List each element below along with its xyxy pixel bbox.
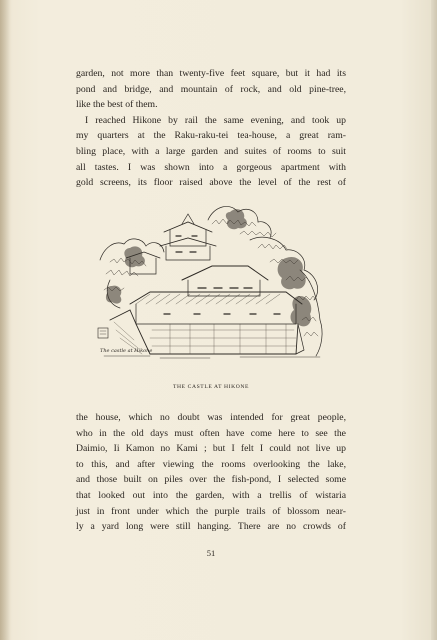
text-line: bling place, with a large garden and suites of rooms to suit <box>76 145 346 157</box>
page-edge <box>431 0 437 640</box>
paragraph-2 <box>76 113 346 191</box>
text-line: pond and bridge, and mountain of rock, and old pine-tree, <box>76 83 346 95</box>
page-number: 51 <box>206 548 216 558</box>
text-block-top <box>76 66 346 191</box>
figure-caption: THE CASTLE AT HIKONE <box>172 384 250 390</box>
text-line: and those built on piles over the fish-pond, I selected some <box>76 474 346 486</box>
text-line: to this, and after viewing the rooms overlooking the lake, <box>76 458 346 470</box>
text-line: that looked out into the garden, with a trellis of wistaria <box>76 489 346 501</box>
text-line: ly a yard long were still hanging. There are no crowds of <box>76 521 346 533</box>
text-line: Daimio, Ii Kamon no Kami ; but I felt I could not live up <box>76 443 346 455</box>
text-line: who in the old days must often have come here to see the <box>76 427 346 439</box>
text-line: all tastes. I was shown into a gorgeous apartment with <box>76 161 346 173</box>
text-line: gold screens, its floor raised above the level of the rest of <box>76 177 346 189</box>
text-line: my quarters at the Raku-raku-tei tea-house, a great ram- <box>76 130 346 142</box>
castle-illustration <box>90 200 332 375</box>
text-block-bottom <box>76 410 346 535</box>
gutter-shadow <box>0 0 12 640</box>
paragraph-3 <box>76 410 346 535</box>
paragraph-1 <box>76 66 346 113</box>
text-line: garden, not more than twenty-five feet square, but it had its <box>76 68 346 79</box>
text-line: the house, which no doubt was intended for great people, <box>76 412 346 423</box>
text-line: just in front under which the purple trails of blossom near- <box>76 505 346 517</box>
text-line: like the best of them. <box>76 99 158 111</box>
artist-inscription: The castle at Hikone <box>100 348 153 354</box>
text-line: I reached Hikone by rail the same evening, and took up <box>85 114 346 126</box>
